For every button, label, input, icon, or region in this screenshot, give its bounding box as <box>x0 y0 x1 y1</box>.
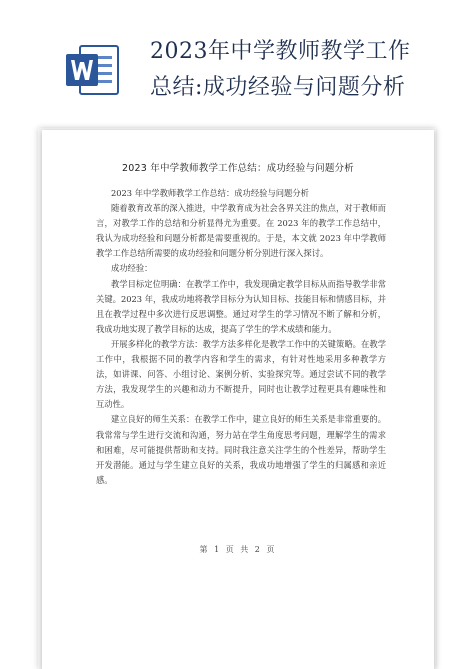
header-title <box>150 34 466 106</box>
page-footer: 第 1 页 共 2 页 <box>199 545 277 554</box>
paragraph-relationship: 建立良好的师生关系：在教学工作中，建立良好的师生关系是非常重要的。我常常与学生进行交流和沟通，努力站在学生角度思考问题，理解学生的需求和困难，尽可能提供帮助和支持。同时我注意关注学生的个性差异，帮助学生开发潜能。通过与学生建立良好的关系，我成功地增强了学生的归属感和亲近感。 <box>96 414 386 485</box>
paragraph-success-heading: 成功经验： <box>110 263 153 274</box>
paragraph-goals: 教学目标定位明确：在教学工作中，我发现确定教学目标从而指导教学非常关键。2023 年，我成功地将教学目标分为认知目标、技能目标和情感目标，并且在教学过程中多次进行反思调整。通过对学生的学习情况不断了解和分析，我成功地实现了教学目标的达成，提高了学生的学术成绩和能力。 <box>96 278 386 334</box>
document-body <box>96 186 386 488</box>
paragraph-methods: 开展多样化的教学方法：教学方法多样化是教学工作中的关键策略。在教学工作中，我根据不同的教学内容和学生的需求，有针对性地采用多种教学方法，如讲课、问答、小组讨论、案例分析、实验探究等。通过尝试不同的教学方法，我发现学生的兴趣和动力不断提升，同时也让教学过程更具有趣味性和互动性。 <box>96 338 386 410</box>
word-document-icon <box>64 42 120 98</box>
header-title-line-1: 2023年中学教师教学工作 <box>150 39 411 64</box>
paragraph-intro: 随着教育改革的深入推进，中学教育成为社会各界关注的焦点，对于教师而言，对教学工作的总结和分析显得尤为重要。在 2023 年的教学工作总结中，我认为成功经验和问题分析都是需要重视的。于是，本文就 2023 年中学教师教学工作总结所需要的成功经验和问题分析分别进行深入探讨。 <box>96 203 386 259</box>
header-banner <box>0 0 474 122</box>
document-page <box>42 130 434 669</box>
header-title-line-2: 总结:成功经验与问题分析 <box>150 75 406 100</box>
document-title: 2023 年中学教师教学工作总结：成功经验与问题分析 <box>122 163 354 174</box>
paragraph-subtitle: 2023 年中学教师教学工作总结：成功经验与问题分析 <box>110 188 309 198</box>
